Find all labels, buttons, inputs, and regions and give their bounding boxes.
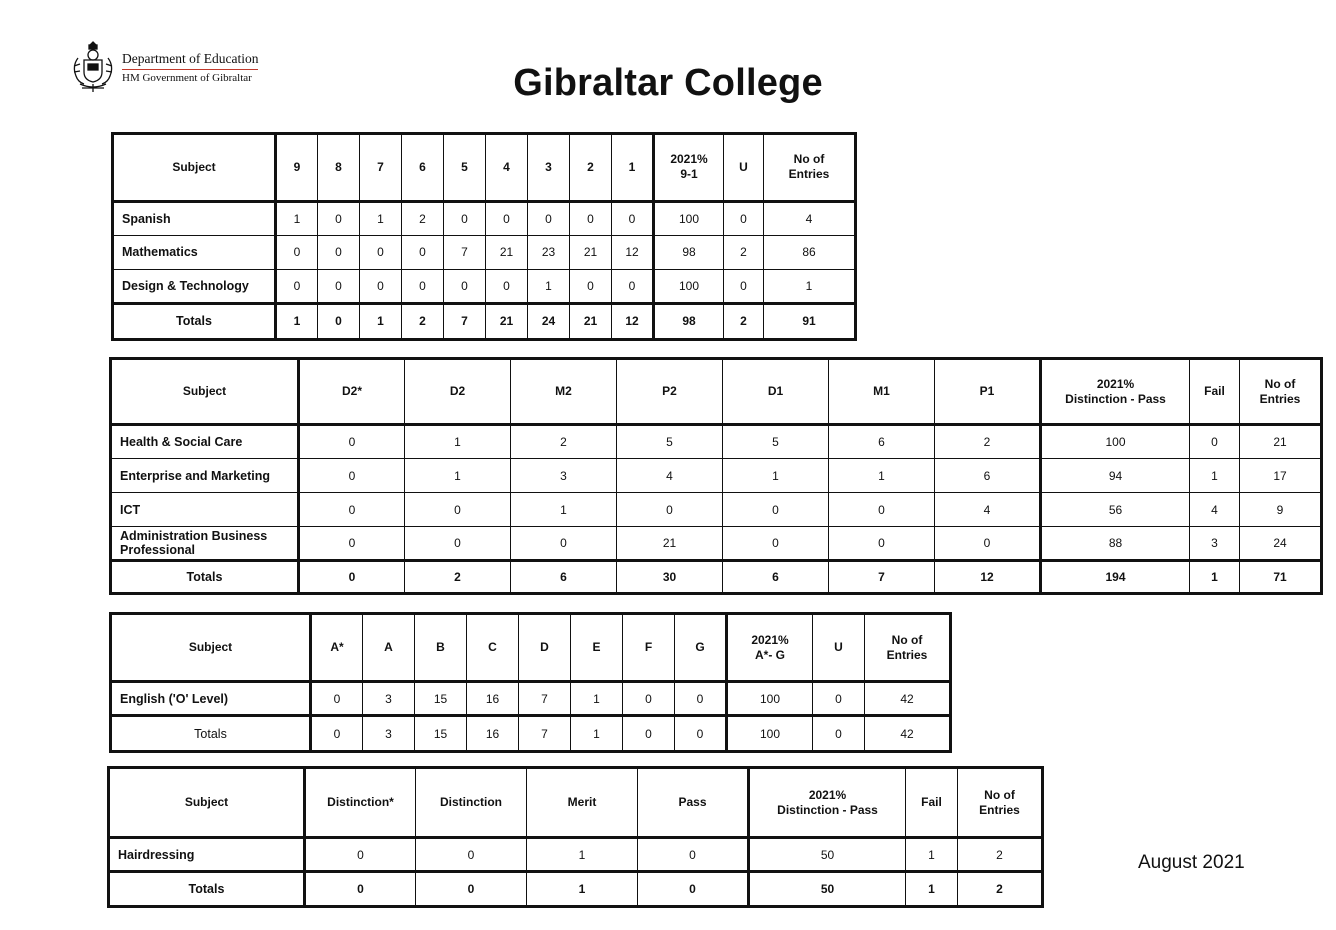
table-cell: 5 [723, 425, 829, 459]
column-header: Fail [906, 768, 958, 838]
header-row [109, 768, 1043, 838]
column-header: No of Entries [958, 768, 1043, 838]
table-cell: 16 [467, 716, 519, 752]
table-cell: 2 [405, 561, 511, 594]
column-header: No of Entries [764, 134, 856, 202]
table-cell: 0 [612, 269, 654, 303]
column-header: D2* [299, 359, 405, 425]
table-cell: 194 [1041, 561, 1190, 594]
column-header: P2 [617, 359, 723, 425]
table-cell: 0 [1190, 425, 1240, 459]
table-cell: 7 [444, 235, 486, 269]
column-header: 2021% 9-1 [654, 134, 724, 202]
table-cell: 0 [486, 201, 528, 235]
table-cell: 0 [360, 269, 402, 303]
table-row [111, 682, 951, 716]
totals-row [111, 561, 1322, 594]
table-cell: 6 [935, 459, 1041, 493]
table-cell: 2 [724, 303, 764, 339]
vocational-results-table [107, 766, 1044, 908]
table-row [111, 425, 1322, 459]
table-cell: 86 [764, 235, 856, 269]
table-cell: 0 [724, 269, 764, 303]
table-cell: 100 [654, 201, 724, 235]
table-cell: 0 [299, 527, 405, 561]
table-cell: 0 [276, 235, 318, 269]
table-cell: 1 [511, 493, 617, 527]
column-header: Merit [527, 768, 638, 838]
subject-cell: Hairdressing [109, 838, 305, 872]
government-name: HM Government of Gibraltar [122, 72, 252, 84]
table-cell: 1 [527, 838, 638, 872]
table-cell: 98 [654, 235, 724, 269]
table-cell: 0 [638, 872, 749, 907]
table-cell: 24 [528, 303, 570, 339]
gcse-results-table [111, 132, 857, 341]
table-cell: 3 [1190, 527, 1240, 561]
subject-cell: Totals [111, 561, 299, 594]
table-cell: 1 [764, 269, 856, 303]
column-header-subject: Subject [109, 768, 305, 838]
column-header: A* [311, 614, 363, 682]
table-cell: 0 [486, 269, 528, 303]
table-cell: 0 [311, 716, 363, 752]
table-cell: 0 [360, 235, 402, 269]
column-header: 2021% A*- G [727, 614, 813, 682]
column-header: F [623, 614, 675, 682]
table-cell: 2 [958, 838, 1043, 872]
column-header: G [675, 614, 727, 682]
table-cell: 100 [727, 716, 813, 752]
table-cell: 0 [617, 493, 723, 527]
table-cell: 1 [571, 716, 623, 752]
table-cell: 0 [416, 838, 527, 872]
column-header: No of Entries [1240, 359, 1322, 425]
table-cell: 30 [617, 561, 723, 594]
column-header: Distinction* [305, 768, 416, 838]
table-cell: 2 [724, 235, 764, 269]
table-cell: 50 [749, 872, 906, 907]
table-cell: 21 [486, 235, 528, 269]
table-cell: 7 [519, 682, 571, 716]
column-header: 8 [318, 134, 360, 202]
table-cell: 1 [528, 269, 570, 303]
table-cell: 1 [829, 459, 935, 493]
table-cell: 0 [405, 493, 511, 527]
table-cell: 0 [299, 493, 405, 527]
table-cell: 1 [405, 459, 511, 493]
header-row [113, 134, 856, 202]
table-cell: 0 [276, 269, 318, 303]
table-cell: 0 [305, 838, 416, 872]
column-header: 9 [276, 134, 318, 202]
table-cell: 1 [360, 201, 402, 235]
column-header: No of Entries [865, 614, 951, 682]
table-cell: 3 [511, 459, 617, 493]
table-row [111, 459, 1322, 493]
table-cell: 7 [829, 561, 935, 594]
table-cell: 98 [654, 303, 724, 339]
table-cell: 16 [467, 682, 519, 716]
subject-cell: Health & Social Care [111, 425, 299, 459]
table-cell: 42 [865, 682, 951, 716]
olevel-results-table [109, 612, 952, 753]
table-cell: 23 [528, 235, 570, 269]
table-cell: 7 [444, 303, 486, 339]
table-cell: 12 [935, 561, 1041, 594]
table-cell: 0 [623, 682, 675, 716]
column-header: Fail [1190, 359, 1240, 425]
table-cell: 6 [723, 561, 829, 594]
table-cell: 0 [723, 527, 829, 561]
subject-cell: ICT [111, 493, 299, 527]
column-header-subject: Subject [113, 134, 276, 202]
table-cell: 0 [612, 201, 654, 235]
column-header-subject: Subject [111, 359, 299, 425]
table-cell: 42 [865, 716, 951, 752]
table-row [109, 838, 1043, 872]
table-cell: 1 [527, 872, 638, 907]
table-cell: 0 [444, 269, 486, 303]
table-cell: 100 [654, 269, 724, 303]
table-cell: 15 [415, 682, 467, 716]
table-cell: 0 [311, 682, 363, 716]
table-cell: 0 [528, 201, 570, 235]
column-header: 2021% Distinction - Pass [1041, 359, 1190, 425]
table-cell: 4 [1190, 493, 1240, 527]
table-row [113, 235, 856, 269]
table-cell: 1 [276, 201, 318, 235]
table-cell: 1 [360, 303, 402, 339]
column-header: U [813, 614, 865, 682]
page-title: Gibraltar College [513, 62, 823, 104]
table-cell: 88 [1041, 527, 1190, 561]
subject-cell: Totals [111, 716, 311, 752]
totals-row [109, 872, 1043, 907]
column-header: 2 [570, 134, 612, 202]
table-cell: 12 [612, 303, 654, 339]
table-cell: 1 [1190, 459, 1240, 493]
table-cell: 3 [363, 682, 415, 716]
table-cell: 12 [612, 235, 654, 269]
table-cell: 6 [829, 425, 935, 459]
table-cell: 1 [723, 459, 829, 493]
column-header: 4 [486, 134, 528, 202]
table-cell: 0 [813, 716, 865, 752]
table-cell: 0 [935, 527, 1041, 561]
table-cell: 15 [415, 716, 467, 752]
column-header: D [519, 614, 571, 682]
table-cell: 1 [906, 872, 958, 907]
table-cell: 0 [405, 527, 511, 561]
subject-cell: Totals [109, 872, 305, 907]
table-cell: 9 [1240, 493, 1322, 527]
table-cell: 1 [906, 838, 958, 872]
table-cell: 100 [1041, 425, 1190, 459]
table-cell: 50 [749, 838, 906, 872]
table-cell: 0 [829, 493, 935, 527]
table-cell: 1 [571, 682, 623, 716]
table-cell: 5 [617, 425, 723, 459]
column-header: B [415, 614, 467, 682]
table-cell: 0 [318, 269, 360, 303]
report-date: August 2021 [1138, 852, 1245, 873]
table-cell: 4 [764, 201, 856, 235]
column-header: 7 [360, 134, 402, 202]
table-cell: 0 [299, 459, 405, 493]
table-cell: 0 [444, 201, 486, 235]
subject-cell: Administration Business Professional [111, 527, 299, 561]
table-cell: 0 [829, 527, 935, 561]
table-cell: 0 [675, 682, 727, 716]
column-header: P1 [935, 359, 1041, 425]
table-row [111, 527, 1322, 561]
table-cell: 21 [486, 303, 528, 339]
column-header: 5 [444, 134, 486, 202]
table-cell: 0 [318, 303, 360, 339]
table-cell: 2 [958, 872, 1043, 907]
table-cell: 4 [935, 493, 1041, 527]
table-cell: 17 [1240, 459, 1322, 493]
column-header: U [724, 134, 764, 202]
table-cell: 21 [570, 235, 612, 269]
table-row [113, 201, 856, 235]
table-cell: 1 [1190, 561, 1240, 594]
subject-cell: Enterprise and Marketing [111, 459, 299, 493]
table-cell: 0 [318, 201, 360, 235]
table-cell: 0 [813, 682, 865, 716]
table-cell: 0 [675, 716, 727, 752]
column-header: 1 [612, 134, 654, 202]
table-cell: 91 [764, 303, 856, 339]
column-header: Distinction [416, 768, 527, 838]
column-header: M2 [511, 359, 617, 425]
table-cell: 0 [299, 425, 405, 459]
btec-results-table [109, 357, 1323, 595]
column-header: 3 [528, 134, 570, 202]
totals-row [111, 716, 951, 752]
table-cell: 0 [570, 269, 612, 303]
table-cell: 100 [727, 682, 813, 716]
column-header: Pass [638, 768, 749, 838]
table-cell: 21 [617, 527, 723, 561]
column-header: C [467, 614, 519, 682]
table-cell: 0 [638, 838, 749, 872]
table-cell: 24 [1240, 527, 1322, 561]
table-cell: 0 [416, 872, 527, 907]
table-cell: 6 [511, 561, 617, 594]
table-cell: 21 [1240, 425, 1322, 459]
header-row [111, 359, 1322, 425]
table-cell: 0 [318, 235, 360, 269]
table-cell: 0 [511, 527, 617, 561]
column-header: D2 [405, 359, 511, 425]
table-cell: 0 [305, 872, 416, 907]
table-row [113, 269, 856, 303]
table-cell: 0 [299, 561, 405, 594]
column-header: M1 [829, 359, 935, 425]
column-header: D1 [723, 359, 829, 425]
table-cell: 56 [1041, 493, 1190, 527]
subject-cell: Mathematics [113, 235, 276, 269]
table-cell: 1 [276, 303, 318, 339]
table-cell: 94 [1041, 459, 1190, 493]
table-cell: 7 [519, 716, 571, 752]
table-cell: 0 [402, 269, 444, 303]
table-cell: 71 [1240, 561, 1322, 594]
table-cell: 0 [623, 716, 675, 752]
table-cell: 0 [723, 493, 829, 527]
header-row [111, 614, 951, 682]
totals-row [113, 303, 856, 339]
table-cell: 2 [402, 303, 444, 339]
table-cell: 2 [402, 201, 444, 235]
department-name: Department of Education [122, 51, 258, 70]
column-header: A [363, 614, 415, 682]
subject-cell: Design & Technology [113, 269, 276, 303]
table-cell: 2 [511, 425, 617, 459]
column-header-subject: Subject [111, 614, 311, 682]
table-cell: 0 [402, 235, 444, 269]
table-cell: 21 [570, 303, 612, 339]
subject-cell: Spanish [113, 201, 276, 235]
table-cell: 3 [363, 716, 415, 752]
column-header: 2021% Distinction - Pass [749, 768, 906, 838]
column-header: 6 [402, 134, 444, 202]
table-cell: 0 [570, 201, 612, 235]
table-cell: 4 [617, 459, 723, 493]
column-header: E [571, 614, 623, 682]
table-row [111, 493, 1322, 527]
table-cell: 1 [405, 425, 511, 459]
table-cell: 2 [935, 425, 1041, 459]
subject-cell: English ('O' Level) [111, 682, 311, 716]
subject-cell: Totals [113, 303, 276, 339]
table-cell: 0 [724, 201, 764, 235]
